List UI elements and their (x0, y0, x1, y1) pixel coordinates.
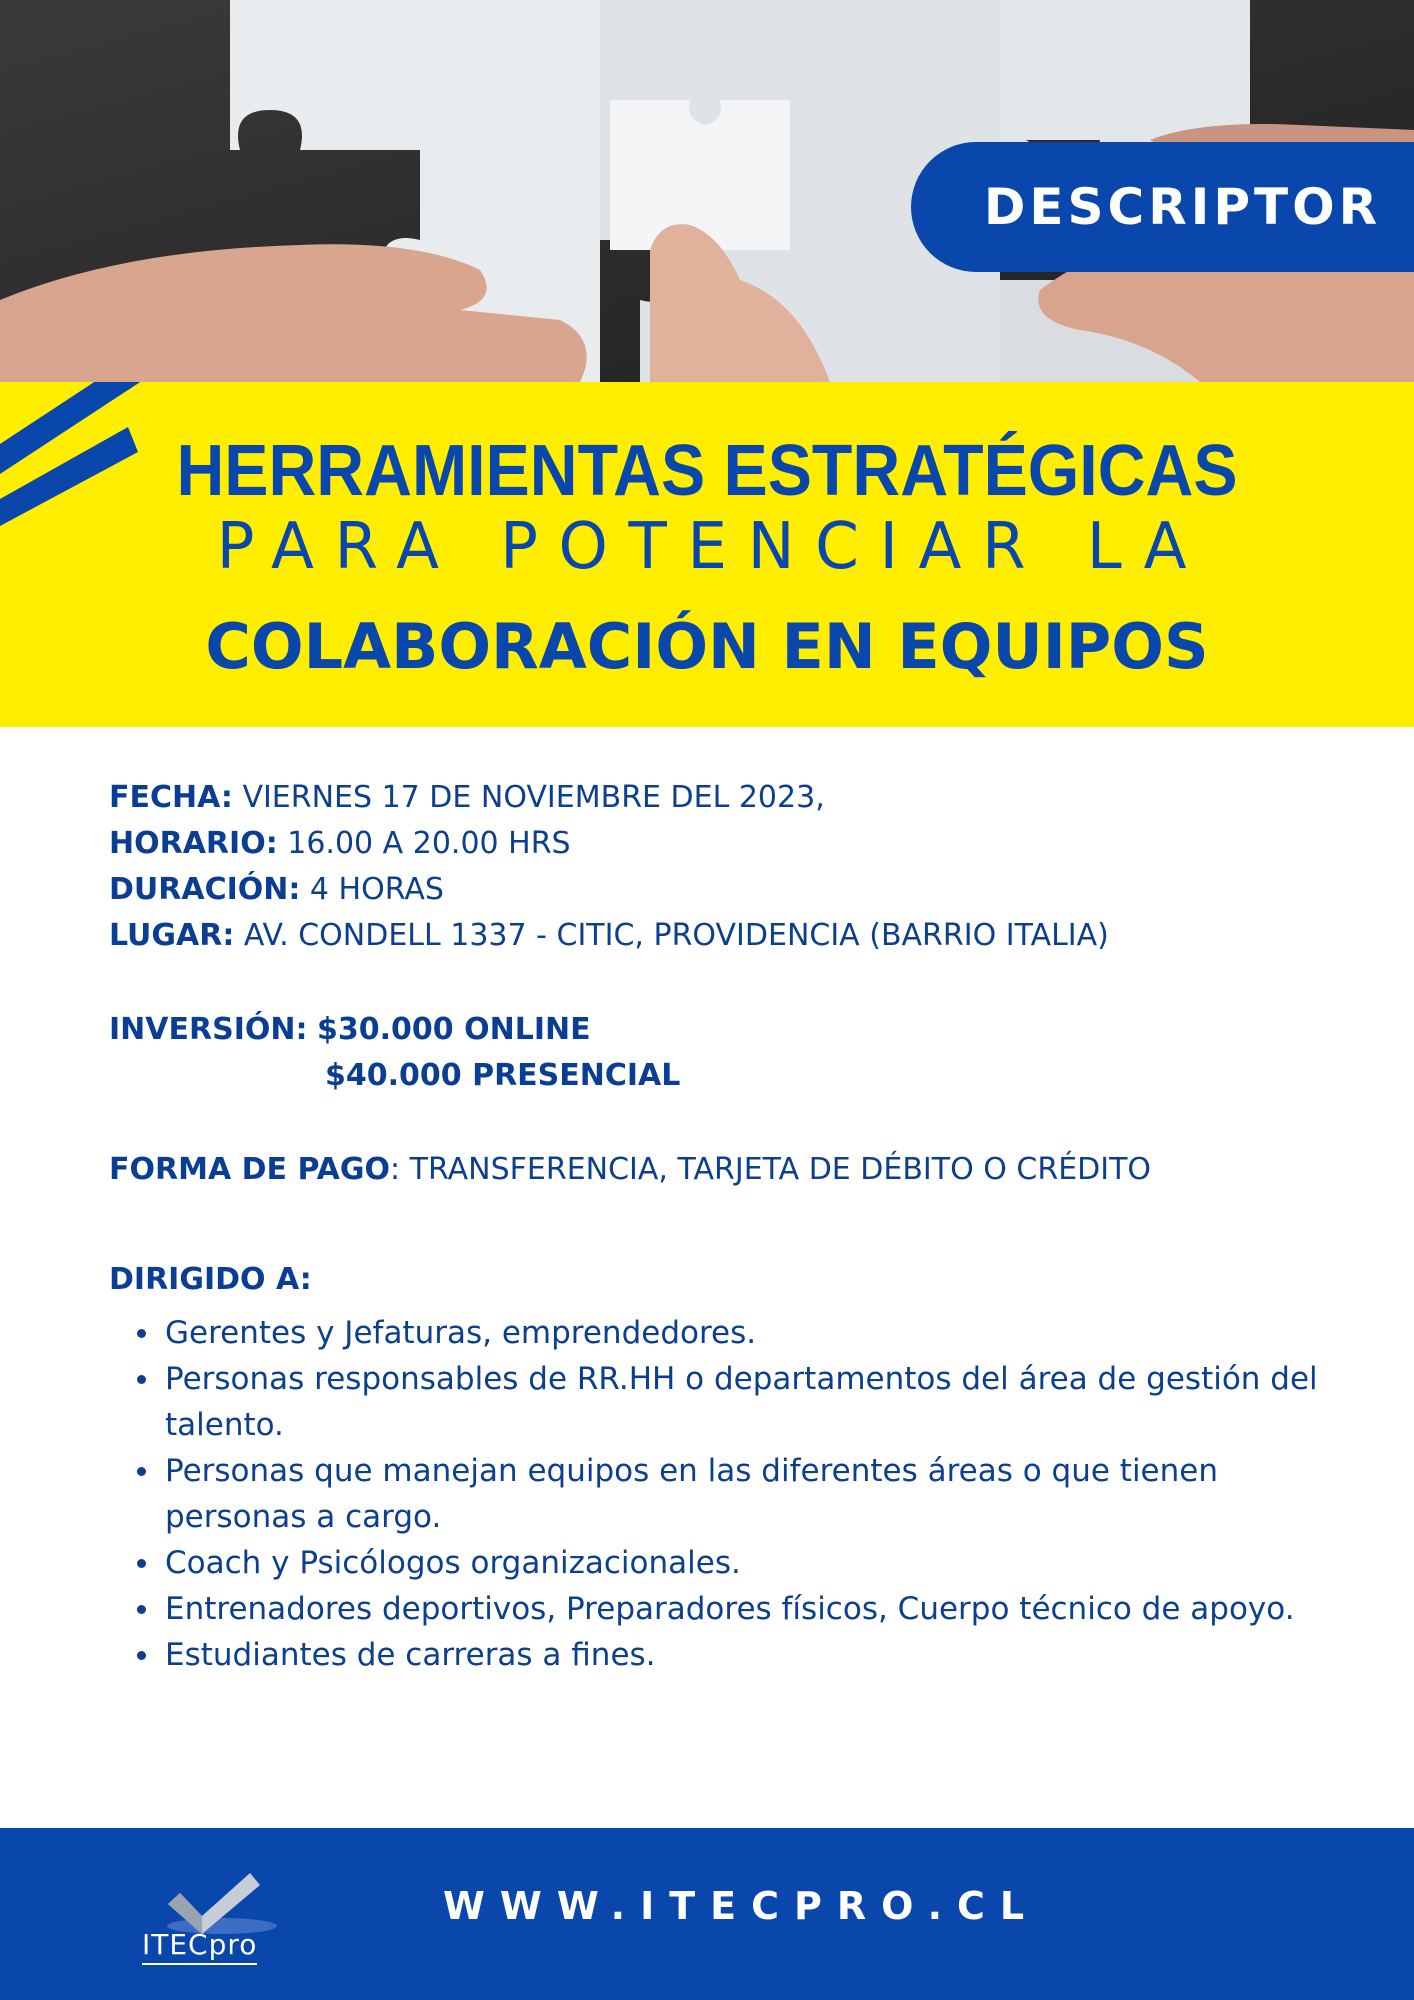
duracion-row (109, 872, 444, 907)
list-item: Gerentes y Jefaturas, emprendedores. (165, 1310, 1365, 1356)
title-line-2: PARA POTENCIAR LA (216, 510, 1208, 584)
inversion-label: INVERSIÓN: (109, 1012, 308, 1047)
footer (0, 1828, 1414, 2000)
duracion-value: 4 HORAS (309, 872, 444, 907)
pago-row (109, 1152, 1151, 1187)
inversion-row (109, 1012, 591, 1047)
audience-list (165, 1310, 1365, 1678)
inversion-presencial: $40.000 PRESENCIAL (325, 1058, 681, 1093)
hero-image (0, 0, 1414, 382)
lugar-row (109, 918, 1109, 953)
fecha-row (109, 780, 825, 815)
list-item: Estudiantes de carreras a fines. (165, 1632, 1365, 1678)
title-band (0, 382, 1414, 727)
lugar-value: AV. CONDELL 1337 - CITIC, PROVIDENCIA (BARRIO ITALIA) (243, 918, 1109, 953)
list-item: Personas que manejan equipos en las diferentes áreas o que tienen personas a cargo. (165, 1448, 1365, 1540)
lugar-label: LUGAR: (109, 918, 235, 953)
list-item: Coach y Psicólogos organizacionales. (165, 1540, 1365, 1586)
pago-label: FORMA DE PAGO (109, 1152, 391, 1187)
horario-label: HORARIO: (109, 826, 278, 861)
horario-row (109, 826, 571, 861)
dirigido-label: DIRIGIDO A: (109, 1262, 312, 1297)
inversion-presencial-row (325, 1058, 680, 1093)
title-line-3: COLABORACIÓN EN EQUIPOS (205, 610, 1209, 683)
descriptor-badge (911, 142, 1414, 272)
descriptor-label: DESCRIPTOR (983, 178, 1382, 236)
horario-value: 16.00 A 20.00 HRS (287, 826, 571, 861)
fecha-label: FECHA: (109, 780, 233, 815)
website-link[interactable]: WWW.ITECPRO.CL (443, 1884, 1040, 1928)
dirigido-row (109, 1262, 312, 1297)
fecha-value: VIERNES 17 DE NOVIEMBRE DEL 2023, (242, 780, 825, 815)
list-item: Entrenadores deportivos, Preparadores físicos, Cuerpo técnico de apoyo. (165, 1586, 1365, 1632)
logo-text: ITECpro (142, 1928, 257, 1965)
inversion-online: $30.000 ONLINE (317, 1012, 591, 1047)
pago-value: : TRANSFERENCIA, TARJETA DE DÉBITO O CRÉDITO (390, 1152, 1152, 1187)
duracion-label: DURACIÓN: (109, 872, 301, 907)
title-line-1: HERRAMIENTAS ESTRATÉGICAS (176, 431, 1238, 511)
list-item: Personas responsables de RR.HH o departamentos del área de gestión del talento. (165, 1356, 1365, 1448)
